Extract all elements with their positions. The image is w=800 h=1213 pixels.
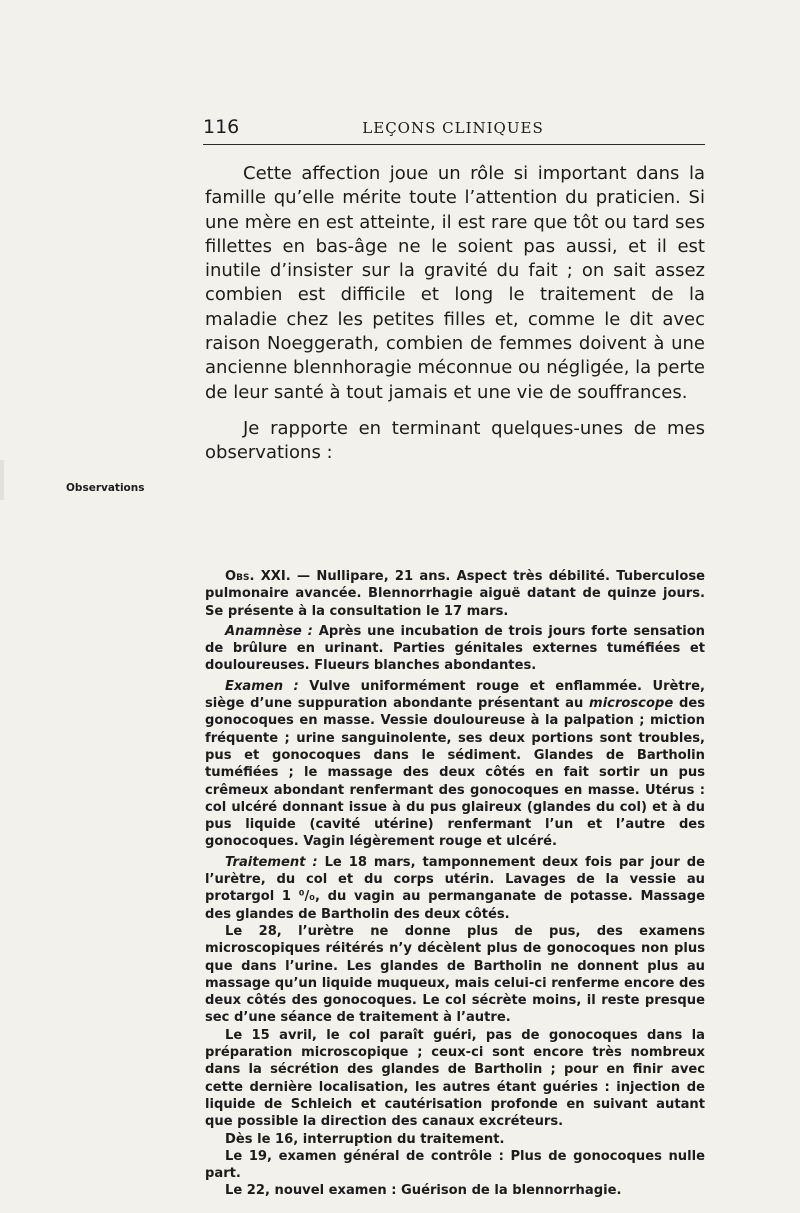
observation-intro [205, 568, 705, 620]
traitement-text: Le 18 mars, tamponnement deux fois par jour de l’urètre, du col et du corps utérin. Lavages de la vessie au protargol 1 ⁰/₀, du vagin au permanganate de potasse. Massage des glandes de Bartholin des deux côtés. [205, 854, 705, 922]
observation-intro-text: — Nullipare, 21 ans. Aspect très débilité. Tuberculose pulmonaire avancée. Blennorrhagie aiguë datant de quinze jours. Se présente à la consultation le 17 mars. [205, 569, 705, 619]
page-header [203, 114, 705, 145]
traitement-label: Traitement : [225, 854, 318, 870]
examen-paragraph [205, 678, 705, 851]
entry-22: Le 22, nouvel examen : Guérison de la blennorrhagie. [225, 1183, 622, 1199]
examen-text-2: des gonocoques en masse. Vessie douloureuse à la palpation ; miction fréquente ; urine sanguinolente, ses deux portions sont troubles, pus et gonocoques dans le sédiment. Glandes de Bartholin tuméfiées ; le massage des deux côtés en fait sortir un pus crêmeux abondant renfermant des gonocoques en masse. Utérus : col ulcéré donnant issue à du pus glaireux (glandes du col) et à du pus liquide (cavité utérine) renfermant l’un et l’autre des gonocoques. Vagin légèrement rouge et ulcéré. [205, 696, 705, 850]
running-title: LEÇONS CLINIQUES [362, 119, 544, 137]
anamnese-text: Après une incubation de trois jours forte sensation de brûlure en urinant. Parties génitales externes tuméfiées et douloureuses. Flueurs blanches abondantes. [205, 623, 706, 674]
examen-label: Examen : [225, 678, 299, 694]
main-text [205, 162, 705, 466]
observation-block [205, 568, 705, 1200]
anamnese-paragraph [205, 623, 705, 675]
page-number: 116 [203, 116, 240, 138]
entry-28: Le 28, l’urètre ne donne plus de pus, des examens microscopiques réitérés n’y décèlent plus de gonocoques non plus que dans l’urine. Les glandes de Bartholin ne donnent plus au massage qu’un liquide muqueux, mais celui-ci renferme encore des deux côtés des gonocoques. Le col sécrète moins, il reste presque sec d’une séance de traitement à l’autre. [205, 923, 705, 1026]
entry-16: Dès le 16, interruption du traitement. [225, 1131, 505, 1147]
page-edge-shadow [0, 460, 4, 500]
paragraph-2: Je rapporte en terminant quelques-unes de mes observations : [205, 417, 705, 464]
examen-emphasis: microscope [589, 696, 674, 712]
paragraph-1: Cette affection joue un rôle si important dans la famille qu’elle mérite toute l’attention du praticien. Si une mère en est atteinte, il est rare que tôt ou tard ses fillettes en bas-âge ne le soient pas aussi, et il est inutile d’insister sur la gravité du fait ; on sait assez combien est difficile et long le traitement de la maladie chez les petites filles et, comme le dit avec raison Noeggerath, combien de femmes doivent à une ancienne blennhoragie méconnue ou négligée, la perte de leur santé à tout jamais et une vie de souffrances. [205, 163, 705, 403]
traitement-paragraph [205, 854, 705, 923]
margin-note: Observations [66, 482, 145, 494]
anamnese-label: Anamnèse : [225, 623, 313, 639]
entry-15-avril: Le 15 avril, le col paraît guéri, pas de gonocoques dans la préparation microscopique ; ceux-ci sont encore très nombreux dans la sécrétion des glandes de Bartholin ; pour en finir avec cette dernière localisation, les autres étant guéries : injection de liquide de Schleich et cautérisation profonde en suivant autant que possible la direction des canaux excréteurs. [205, 1027, 705, 1130]
examen-text-1: Vulve uniformément rouge et enflammée. Urètre, siège d’une suppuration abondante présentant au [205, 678, 705, 712]
observation-label: Obs. XXI. [225, 569, 291, 584]
entry-19: Le 19, examen général de contrôle : Plus de gonocoques nulle part. [205, 1148, 705, 1182]
